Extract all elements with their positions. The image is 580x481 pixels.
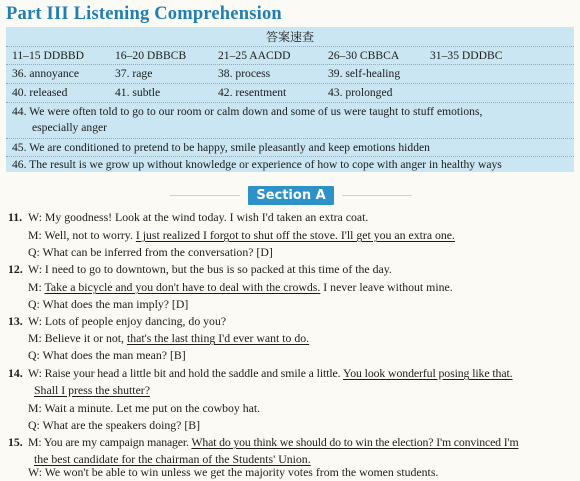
answer-key-heading: 答案速查: [265, 30, 314, 44]
dialogue-12-m: M: Take a bicycle and you don't have to deal with the crowds. I never leave without mine.: [28, 280, 453, 294]
answer-range: 31–35 DDDBC: [430, 49, 503, 62]
divider: [6, 83, 574, 84]
answer-word: 42. resentment: [218, 86, 287, 99]
dialogue-12-q: Q: What does the man imply? [D]: [28, 297, 189, 311]
dialogue-11-w: 11. W: My goodness! Look at the wind today. I wish I'd taken an extra coat.: [8, 210, 369, 224]
answer-46: 46. The result is we grow up without knowledge or experience of how to cope with anger in healthy ways: [12, 158, 502, 171]
dialogue-11-q: Q: What can be inferred from the conversation? [D]: [28, 245, 273, 259]
divider: [6, 102, 574, 103]
divider: [6, 64, 574, 65]
answer-word: 43. prolonged: [328, 86, 393, 99]
answer-range: 26–30 CBBCA: [328, 49, 400, 62]
underlined-key-sentence: I just realized I forgot to shut off the stove. I'll get you an extra one.: [135, 228, 455, 242]
dialogue-15-m: 15. M: You are my campaign manager. What do you think we should do to win the election? I'm convinced I'm: [8, 435, 519, 449]
dialogue-12-w: 12. W: I need to go to downtown, but the bus is so packed at this time of the day.: [8, 262, 392, 276]
underlined-key-sentence: Shall I press the shutter?: [34, 383, 150, 397]
answer-range: 21–25 AACDD: [218, 49, 291, 62]
divider: [6, 156, 574, 157]
dialogue-13-q: Q: What does the man mean? [B]: [28, 348, 186, 362]
answer-word: 40. released: [12, 86, 68, 99]
section-rule-left: [170, 195, 240, 196]
underlined-key-sentence: What do you think we should do to win the election? I'm convinced I'm: [191, 435, 519, 449]
part-title: Part III Listening Comprehension: [6, 4, 282, 24]
underlined-key-sentence: Take a bicycle and you don't have to deal with the crowds.: [44, 280, 321, 294]
dialogue-15-w: W: We won't be able to win unless we get the majority votes from the women students.: [28, 465, 439, 479]
answer-key-box: [6, 27, 574, 172]
answer-word: 41. subtle: [115, 86, 161, 99]
underlined-key-sentence: the best candidate for the chairman of the Students' Union.: [34, 452, 311, 466]
answer-word: 38. process: [218, 67, 271, 80]
answer-word: 39. self-healing: [328, 67, 401, 80]
dialogue-13-w: 13. W: Lots of people enjoy dancing, do you?: [8, 314, 227, 328]
section-a-badge: Section A: [248, 186, 334, 205]
divider: [6, 138, 574, 139]
underlined-key-sentence: that's the last thing I'd ever want to do.: [126, 331, 310, 345]
underlined-key-sentence: You look wonderful posing like that.: [342, 366, 513, 380]
dialogue-14-m: M: Wait a minute. Let me put on the cowboy hat.: [28, 401, 261, 415]
answer-range: 11–15 DDBBD: [12, 49, 85, 62]
dialogue-11-m: M: Well, not to worry. I just realized I forgot to shut off the stove. I'll get you an extra one.: [28, 228, 455, 242]
answer-word: 36. annoyance: [12, 67, 79, 80]
answer-word: 37. rage: [115, 67, 153, 80]
answer-44-continued: especially anger: [32, 121, 107, 134]
answer-range: 16–20 DBBCB: [115, 49, 187, 62]
dialogue-14-w: 14. W: Raise your head a little bit and hold the saddle and smile a little. You look wonderful posing like that.: [8, 366, 513, 380]
answer-44: 44. We were often told to go to our room or calm down and some of us were taught to stuff emotions,: [12, 105, 483, 118]
dialogue-14-q: Q: What are the speakers doing? [B]: [28, 418, 201, 432]
section-rule-right: [342, 195, 412, 196]
divider: [6, 46, 574, 47]
answer-45: 45. We are conditioned to pretend to be happy, smile pleasantly and keep emotions hidden: [12, 141, 430, 154]
dialogue-14-w-continued: [34, 383, 150, 398]
dialogue-13-m: M: Believe it or not, that's the last thing I'd ever want to do.: [28, 331, 310, 345]
